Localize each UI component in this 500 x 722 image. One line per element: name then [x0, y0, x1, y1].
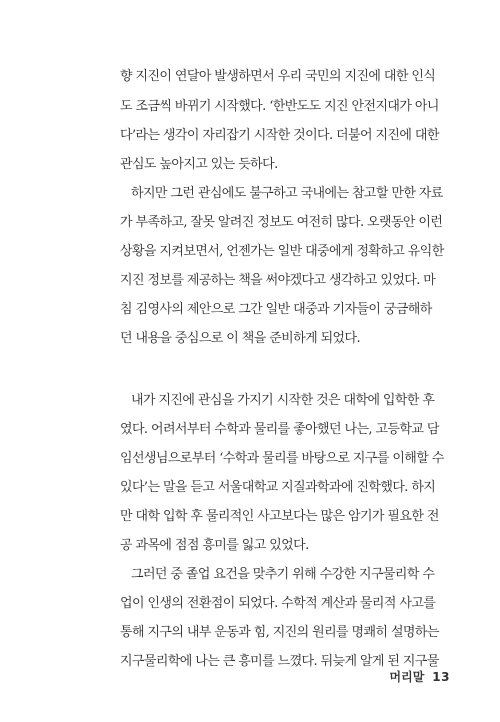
- text-line: 지진 정보를 제공하는 책을 써야겠다고 생각하고 있었다. 마: [120, 273, 436, 288]
- text-line: 임선생님으로부터 ‘수학과 물리를 바탕으로 지구를 이해할 수: [120, 451, 444, 466]
- text-line: 도 조금씩 바뀌기 시작했다. ‘한반도도 지진 안전지대가 아니: [120, 99, 439, 114]
- text-line: 공 과목에 점점 흥미를 잃고 있었다.: [120, 538, 309, 553]
- text-line: 만 대학 입학 후 물리적인 사고보다는 많은 암기가 필요한 전: [120, 509, 439, 524]
- text-line: 상황을 지켜보면서, 언젠가는 일반 대중에게 정확하고 유익한: [120, 244, 444, 259]
- text-line: 가 부족하고, 잘못 알려진 정보도 여전히 많다. 오랫동안 이런: [120, 215, 443, 230]
- text-line: 그러던 중 졸업 요건을 맞추기 위해 수강한 지구물리학 수: [131, 567, 435, 582]
- text-line: 였다. 어려서부터 수학과 물리를 좋아했던 나는, 고등학교 담: [120, 422, 439, 437]
- page-footer: [390, 668, 450, 685]
- text-line: 업이 인생의 전환점이 되었다. 수학적 계산과 물리적 사고를: [120, 596, 436, 611]
- text-line: 하지만 그런 관심에도 불구하고 국내에는 참고할 만한 자료: [131, 186, 443, 201]
- text-line: 침 김영사의 제안으로 그간 일반 대중과 기자들이 궁금해하: [120, 302, 432, 317]
- text-line: 내가 지진에 관심을 가지기 시작한 것은 대학에 입학한 후: [131, 393, 435, 408]
- text-line: 지구물리학에 나는 큰 흥미를 느꼈다. 뒤늦게 알게 된 지구물: [120, 654, 439, 669]
- text-line: 통해 지구의 내부 운동과 힘, 지진의 원리를 명쾌히 설명하는: [120, 625, 439, 640]
- page-number: 13: [432, 670, 450, 684]
- text-line: 던 내용을 중심으로 이 책을 준비하게 되었다.: [120, 331, 360, 346]
- text-line: 있다’는 말을 듣고 서울대학교 지질과학과에 진학했다. 하지: [120, 480, 436, 495]
- section-title: 머리말: [389, 670, 425, 684]
- text-line: 관심도 높아지고 있는 듯하다.: [120, 157, 278, 172]
- text-line: 향 지진이 연달아 발생하면서 우리 국민의 지진에 대한 인식: [120, 69, 436, 84]
- text-line: 다’라는 생각이 자리잡기 시작한 것이다. 더불어 지진에 대한: [120, 128, 439, 143]
